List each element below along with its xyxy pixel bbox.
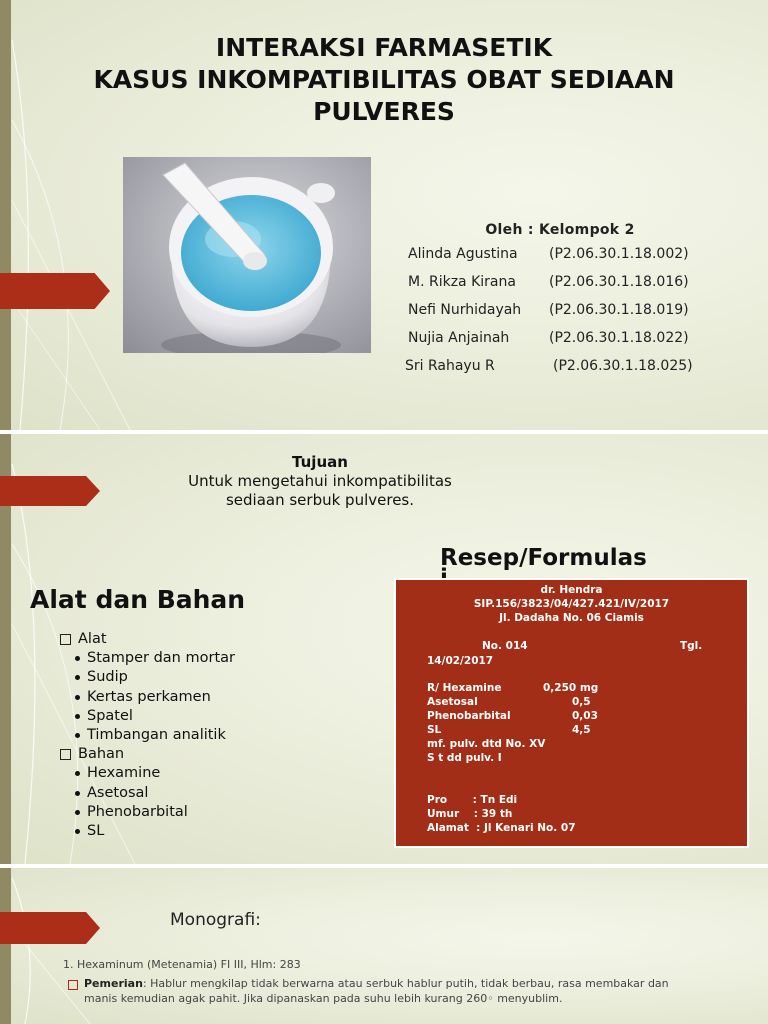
member-nim: (P2.06.30.1.18.002) <box>549 246 689 262</box>
patient-address: Alamat : Jl Kenari No. 07 <box>427 822 576 834</box>
prescription-instruction: S t dd pulv. I <box>427 752 502 764</box>
ingredient-qty: 4,5 <box>572 724 591 736</box>
list-item: Phenobarbital <box>60 803 235 822</box>
list-category: Alat <box>60 630 235 649</box>
patient-age: Umur : 39 th <box>427 808 513 820</box>
prescription-card <box>394 578 749 848</box>
member-nim: (P2.06.30.1.18.019) <box>549 302 689 318</box>
member-name: Nujia Anjainah <box>408 330 510 346</box>
member-row <box>395 246 725 274</box>
ingredient-name: SL <box>427 724 442 736</box>
prescription-number: No. 014 <box>482 640 528 652</box>
bullet-icon <box>75 810 80 815</box>
prescription-heading: Resep/Formulas <box>440 545 647 571</box>
member-name: Nefi Nurhidayah <box>408 302 522 318</box>
member-nim: (P2.06.30.1.18.025) <box>553 358 693 374</box>
member-nim: (P2.06.30.1.18.022) <box>549 330 689 346</box>
accent-arrow <box>0 912 100 944</box>
tools-materials-heading: Alat dan Bahan <box>30 585 246 614</box>
bullet-icon <box>75 695 80 700</box>
prescription-date: 14/02/2017 <box>427 655 494 667</box>
ingredient-qty: 0,5 <box>572 696 591 708</box>
bullet-icon <box>75 656 80 661</box>
checkbox-bullet-icon <box>60 634 71 645</box>
patient-name: Pro : Tn Edi <box>427 794 518 806</box>
objective-text-line: Untuk mengetahui inkompatibilitas <box>188 472 452 490</box>
ingredient-name: Phenobarbital <box>427 710 511 722</box>
monograph-heading: Monografi: <box>170 910 261 930</box>
list-item: Asetosal <box>60 784 235 803</box>
member-name: Sri Rahayu R <box>405 358 495 374</box>
member-nim: (P2.06.30.1.18.016) <box>549 274 689 290</box>
tools-materials-list <box>60 630 235 841</box>
list-item: SL <box>60 822 235 841</box>
ingredient-qty: 0,250 mg <box>543 682 599 694</box>
member-row <box>395 302 725 330</box>
member-row <box>395 330 725 358</box>
group-heading: Oleh : Kelompok 2 <box>485 222 635 238</box>
list-item: Hexamine <box>60 764 235 783</box>
member-row <box>395 358 725 386</box>
prescription-date-label: Tgl. <box>680 640 703 652</box>
bullet-icon <box>75 829 80 834</box>
bullet-icon <box>75 771 80 776</box>
doctor-address: Jl. Dadaha No. 06 Ciamis <box>499 612 644 624</box>
square-bullet-icon <box>68 980 78 990</box>
monograph-slide <box>0 868 768 1024</box>
list-item: Kertas perkamen <box>60 688 235 707</box>
bullet-icon <box>75 714 80 719</box>
bullet-icon <box>75 675 80 680</box>
description-text: Pemerian: Hablur mengkilap tidak berwarna atau serbuk hablur putih, tidak berbau, rasa membakar dan manis kemudian agak pahit. Jika dipanaskan pada suhu lebih kurang 260◦ menyublim. <box>84 977 669 1005</box>
member-row <box>395 274 725 302</box>
bullet-icon <box>75 733 80 738</box>
accent-arrow <box>0 476 100 506</box>
list-item: Spatel <box>60 707 235 726</box>
list-item: Stamper dan mortar <box>60 649 235 668</box>
checkbox-bullet-icon <box>60 749 71 760</box>
member-name: Alinda Agustina <box>408 246 518 262</box>
accent-arrow <box>0 273 110 309</box>
presentation-title: INTERAKSI FARMASETIK KASUS INKOMPATIBILITAS OBAT SEDIAAN PULVERES <box>93 33 675 126</box>
list-item: Timbangan analitik <box>60 726 235 745</box>
ingredient-name: Asetosal <box>427 696 478 708</box>
objective-block <box>140 453 500 510</box>
objective-heading: Tujuan <box>292 453 348 471</box>
list-item: Sudip <box>60 668 235 687</box>
member-name: M. Rikza Kirana <box>408 274 516 290</box>
list-category: Bahan <box>60 745 235 764</box>
group-member-list <box>395 222 725 386</box>
title-slide <box>0 0 768 430</box>
mortar-pestle-image <box>123 157 371 353</box>
ingredient-name: R/ Hexamine <box>427 682 502 694</box>
content-slide <box>0 434 768 864</box>
doctor-sip: SIP.156/3823/04/427.421/IV/2017 <box>473 598 670 610</box>
bullet-icon <box>75 791 80 796</box>
doctor-name: dr. Hendra <box>540 584 603 596</box>
monograph-item: 1. Hexaminum (Metenamia) FI III, Hlm: 283 <box>63 958 301 971</box>
left-edge-strip <box>0 868 11 1024</box>
prescription-instruction: mf. pulv. dtd No. XV <box>427 738 546 750</box>
ingredient-qty: 0,03 <box>572 710 598 722</box>
objective-text-line: sediaan serbuk pulveres. <box>225 491 415 509</box>
